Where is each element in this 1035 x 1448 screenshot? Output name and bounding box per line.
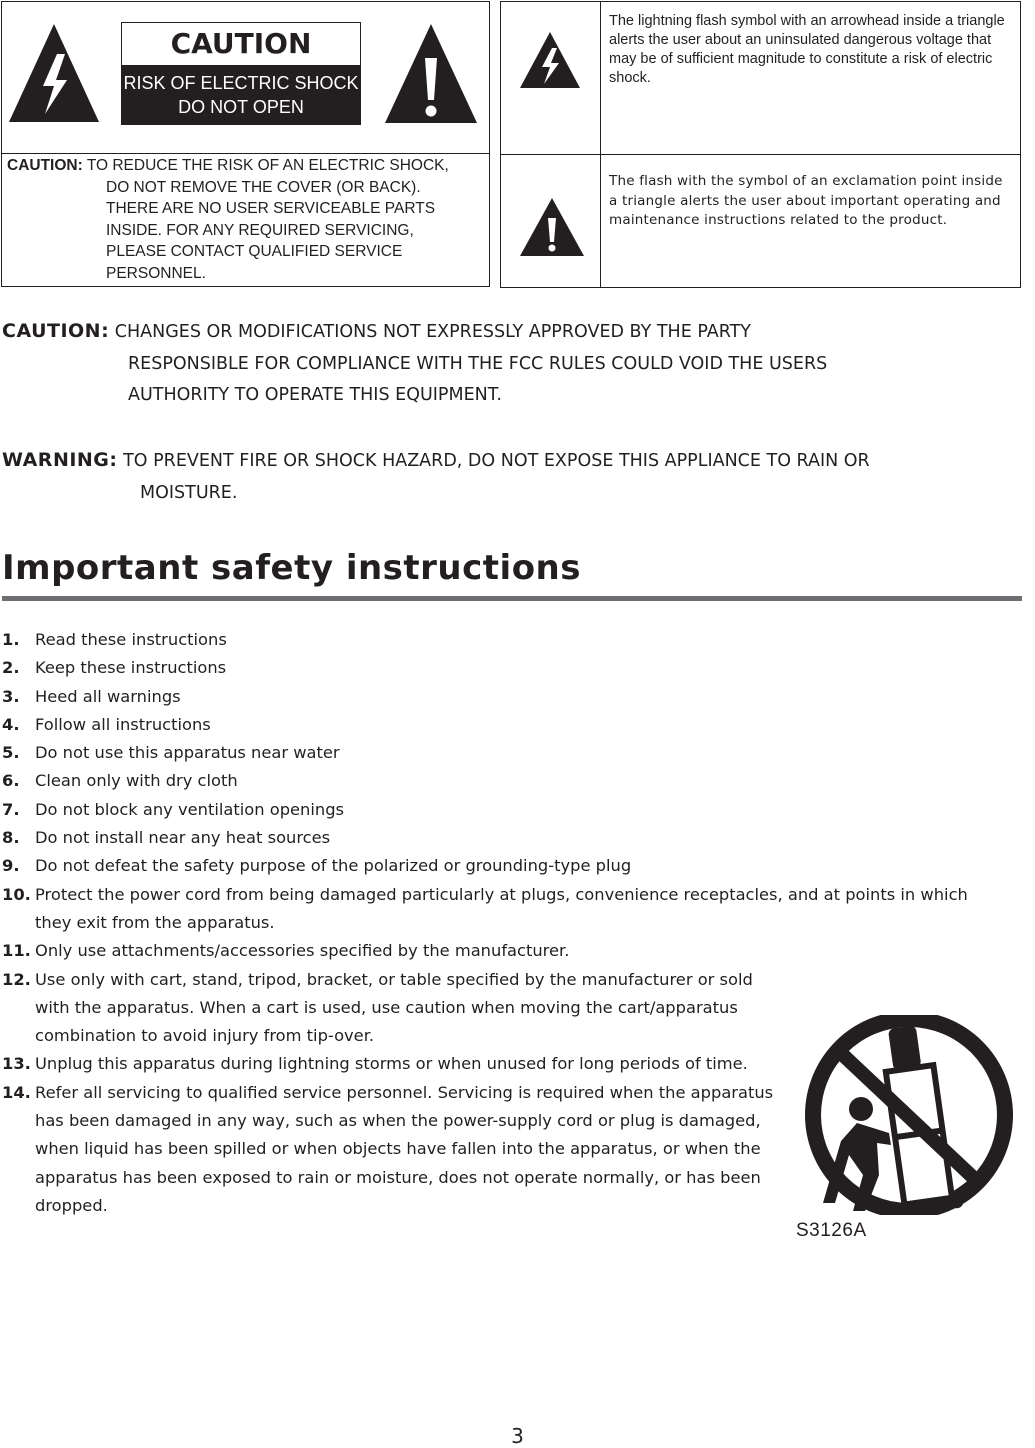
fcc-caution xyxy=(2,316,1022,412)
item-number: 11. xyxy=(2,941,31,961)
item-number: 1. xyxy=(2,630,20,649)
item-text: Only use attachments/accessories specified by the manufacturer. xyxy=(35,941,570,961)
item-text: Do not block any ventilation openings xyxy=(35,799,345,819)
list-item xyxy=(2,711,1022,739)
shock-caution-line: DO NOT REMOVE THE COVER (OR BACK). xyxy=(106,178,421,196)
item-number: 12. xyxy=(2,969,31,989)
list-item xyxy=(2,881,1022,938)
fire-warning-line: MOISTURE. xyxy=(140,482,238,503)
caution-label-line1: RISK OF ELECTRIC SHOCK xyxy=(123,73,359,93)
item-number: 14. xyxy=(2,1082,31,1102)
list-item xyxy=(2,654,1022,682)
item-text: Protect the power cord from being damaged particularly at plugs, convenience receptacles, and at points in which they exit from the apparatus. xyxy=(35,884,968,932)
item-text: Do not install near any heat sources xyxy=(35,828,331,848)
item-text: Keep these instructions xyxy=(35,658,227,678)
item-text: Use only with cart, stand, tripod, bracket, or table specified by the manufacturer or sold with the apparatus. When a cart is used, use caution when moving the cart/apparatus combination to avoid injury from tip-over. xyxy=(35,969,753,1046)
fire-warning-line: TO PREVENT FIRE OR SHOCK HAZARD, DO NOT EXPOSE THIS APPLIANCE TO RAIN OR xyxy=(123,451,870,471)
lightning-triangle-icon xyxy=(7,22,101,124)
item-number: 9. xyxy=(2,856,20,876)
list-item xyxy=(2,683,1022,711)
page-number: 3 xyxy=(511,1424,524,1448)
fcc-caution-line: AUTHORITY TO OPERATE THIS EQUIPMENT. xyxy=(128,385,502,405)
cart-warning-code: S3126A xyxy=(796,1220,867,1241)
symbol-box-row-divider xyxy=(501,154,1020,155)
item-text: Follow all instructions xyxy=(35,714,211,734)
shock-caution-text xyxy=(7,155,487,284)
lightning-triangle-icon xyxy=(518,30,582,90)
item-number: 4. xyxy=(2,714,20,734)
shock-caution-line: PERSONNEL. xyxy=(106,264,206,282)
shock-caution-line: INSIDE. FOR ANY REQUIRED SERVICING, xyxy=(106,221,414,239)
list-item xyxy=(2,852,1022,880)
item-number: 3. xyxy=(2,686,20,706)
exclamation-triangle-icon xyxy=(518,196,586,258)
item-number: 7. xyxy=(2,799,20,819)
caution-label xyxy=(121,22,361,125)
item-number: 8. xyxy=(2,828,20,848)
list-item xyxy=(2,824,1022,852)
list-item xyxy=(2,796,1022,824)
exclamation-triangle-icon xyxy=(383,22,479,125)
item-number: 13. xyxy=(2,1054,31,1074)
list-item xyxy=(2,937,1022,965)
fcc-caution-label: CAUTION: xyxy=(2,320,110,342)
list-item xyxy=(2,739,1022,767)
caution-label-warning xyxy=(122,65,360,124)
item-text: Do not defeat the safety purpose of the polarized or grounding-type plug xyxy=(35,856,632,876)
item-text: Refer all servicing to qualified service personnel. Servicing is required when the apparatus has been damaged in any way, such as when the power-supply cord or plug is damaged, when liquid has been spilled or when objects have fallen into the apparatus, or when the apparatus has been exposed to rain or moisture, does not operate normally, or has been dropped. xyxy=(35,1082,774,1215)
item-text: Unplug this apparatus during lightning storms or when unused for long periods of time. xyxy=(35,1054,748,1074)
list-item xyxy=(2,626,1022,654)
item-number: 5. xyxy=(2,743,20,763)
item-text: Clean only with dry cloth xyxy=(35,771,238,791)
shock-caution-line: PLEASE CONTACT QUALIFIED SERVICE xyxy=(106,243,403,260)
item-number: 6. xyxy=(2,771,20,791)
fcc-caution-line: CHANGES OR MODIFICATIONS NOT EXPRESSLY APPROVED BY THE PARTY xyxy=(114,322,751,342)
caution-label-title: CAUTION xyxy=(170,27,312,60)
cart-tip-over-warning-icon xyxy=(795,1015,1025,1245)
page-title: Important safety instructions xyxy=(2,548,582,588)
caution-box-divider xyxy=(2,153,489,154)
caution-label-line2: DO NOT OPEN xyxy=(178,97,304,117)
fcc-caution-line: RESPONSIBLE FOR COMPLIANCE WITH THE FCC RULES COULD VOID THE USERS xyxy=(128,353,828,374)
exclamation-symbol-description: The flash with the symbol of an exclamation point inside a triangle alerts the user about important operating and maintenance instructions related to the product. xyxy=(609,173,1003,228)
fire-warning xyxy=(2,445,1022,509)
item-text: Read these instructions xyxy=(35,630,227,649)
item-text: Do not use this apparatus near water xyxy=(35,743,340,763)
shock-caution-line: THERE ARE NO USER SERVICEABLE PARTS xyxy=(106,200,436,217)
fire-warning-label: WARNING: xyxy=(2,449,118,471)
symbol-box-column-divider xyxy=(600,2,601,287)
heading-rule xyxy=(2,596,1022,601)
item-number: 2. xyxy=(2,658,20,678)
list-item xyxy=(2,767,1022,795)
lightning-symbol-description: The lightning flash symbol with an arrowhead inside a triangle alerts the user about an uninsulated dangerous voltage that may be of sufficient magnitude to constitute a risk of electric shock. xyxy=(609,13,1005,86)
shock-caution-lead: CAUTION: xyxy=(7,157,83,174)
item-number: 10. xyxy=(2,884,31,904)
item-text: Heed all warnings xyxy=(35,686,181,706)
shock-caution-line: TO REDUCE THE RISK OF AN ELECTRIC SHOCK, xyxy=(86,157,449,174)
